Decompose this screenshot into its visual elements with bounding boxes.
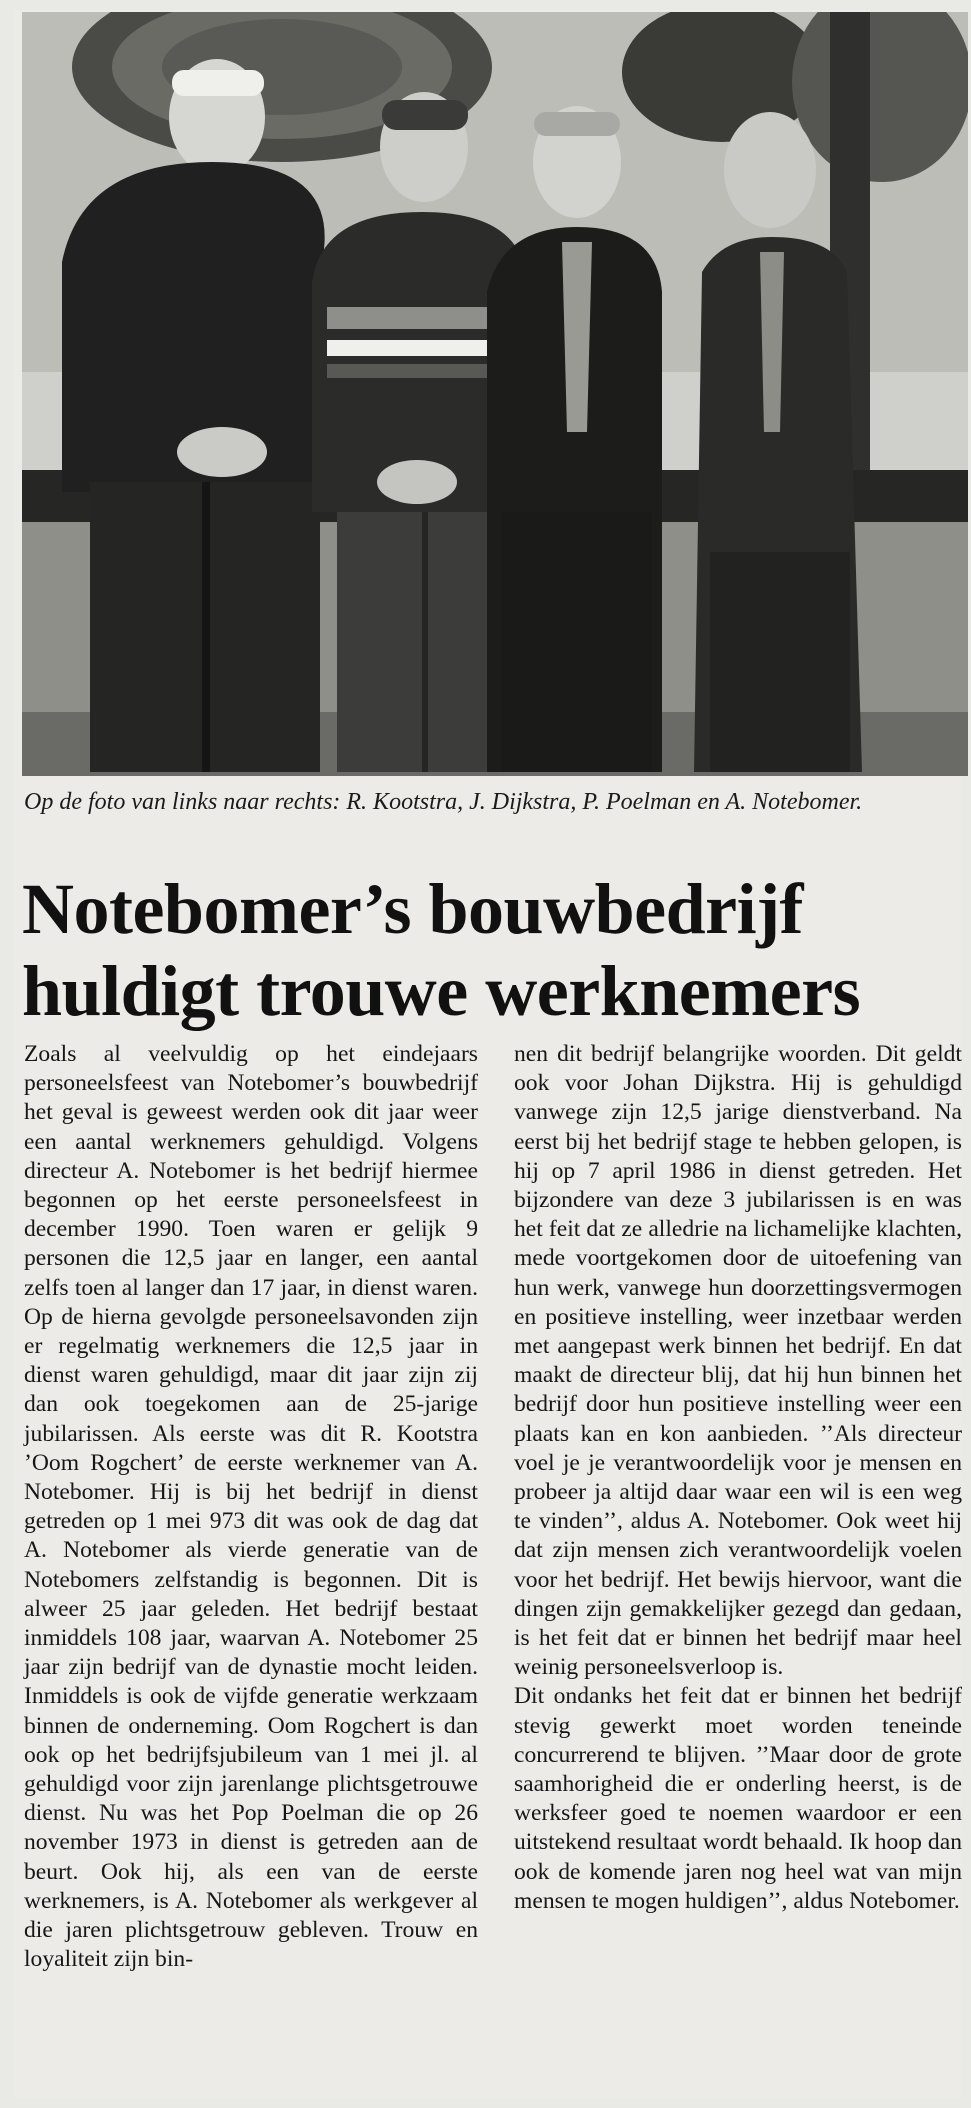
article-column-1 [24,1040,478,1975]
photo-caption: Op de foto van links naar rechts: R. Kootstra, J. Dijkstra, P. Poelman en A. Notebomer. [24,789,863,815]
column-2-paragraph-2: Dit ondanks het feit dat er binnen het bedrijf stevig gewerkt moet worden teneinde concurrerend te blijven. ’’Maar door de grote saamhorigheid die er onderling heerst, is de werksfeer goed te noemen waardoor er een uitstekend resultaat wordt behaald. Ik hoop dan ook de komende jaren nog heel wat van mijn mensen te mogen huldigen’’, aldus Notebomer. [514,1683,962,1914]
group-photo [22,12,968,776]
article-column-2 [514,1040,962,1916]
headline-line-1: Notebomer’s bouwbedrijf [22,869,804,949]
headline-line-2: huldigt trouwe werknemers [22,951,861,1031]
column-1-paragraph: Zoals al veelvuldig op het eindejaars personeelsfeest van Notebomer’s bouwbedrijf het geval is geweest werden ook dit jaar weer een aantal werknemers gehuldigd. Volgens directeur A. Notebomer is het bedrijf hiermee begonnen op het eerste personeelsfeest in december 1990. Toen waren er gelijk 9 personen die 12,5 jaar en langer, een aantal zelfs toen al langer dan 17 jaar, in dienst waren. Op de hierna gevolgde personeelsavonden zijn er regelmatig werknemers die 12,5 jaar in dienst waren gehuldigd, maar dit jaar zijn zij dan ook toegekomen aan de 25-jarige jubilarissen. Als eerste was dit R. Kootstra ’Oom Rogchert’ de eerste werknemer van A. Notebomer. Hij is bij het bedrijf in dienst getreden op 1 mei 973 dit was ook de dag dat A. Notebomer als vierde generatie van de Notebomers zelfstandig is begonnen. Dit is alweer 25 jaar geleden. Het bedrijf bestaat inmiddels 108 jaar, waarvan A. Notebomer 25 jaar zijn bedrijf van de dynastie mocht leiden. Inmiddels is ook de vijfde generatie werkzaam binnen de onderneming. Oom Rogchert is dan ook op het bedrijfsjubileum van 1 mei jl. al gehuldigd voor zijn jarenlange plichtsgetrouwe dienst. Nu was het Pop Poelman die op 26 november 1973 in dienst is getreden aan de beurt. Ook hij, als een van de eerste werknemers, is A. Notebomer als werkgever al die jaren plichtsgetrouw gebleven. Trouw en loyaliteit zijn bin- [24,1041,478,1973]
newspaper-clipping [14,10,961,2098]
column-2-paragraph-1: nen dit bedrijf belangrijke woorden. Dit geldt ook voor Johan Dijkstra. Hij is gehuldigd vanwege zijn 12,5 jarige dienstverband. Na eerst bij het bedrijf stage te hebben gelopen, is hij op 7 april 1986 in dienst getreden. Het bijzondere van deze 3 jubilarissen is en was het feit dat ze alledrie na lichamelijke klachten, mede voortgekomen door de uitoefening van hun werk, vanwege hun doorzettingsvermogen en positieve instelling, weer inzetbaar werden met aangepast werk binnen het bedrijf. En dat maakt de directeur blij, dat hij hun binnen het bedrijf door hun positieve instelling weer een plaats kan en kon aanbieden. ’’Als directeur voel je je verantwoordelijk voor je mensen en probeer ja altijd daar waar een wil is een weg te vinden’’, aldus A. Notebomer. Ook weet hij dat zijn mensen zich verantwoordelijk voelen voor het bedrijf. Het bewijs hiervoor, want die dingen zijn gemakkelijker gezegd dan gedaan, is het feit dat er binnen het bedrijf maar heel weinig personeelsverloop is. [514,1041,962,1681]
article-headline [22,868,962,1032]
